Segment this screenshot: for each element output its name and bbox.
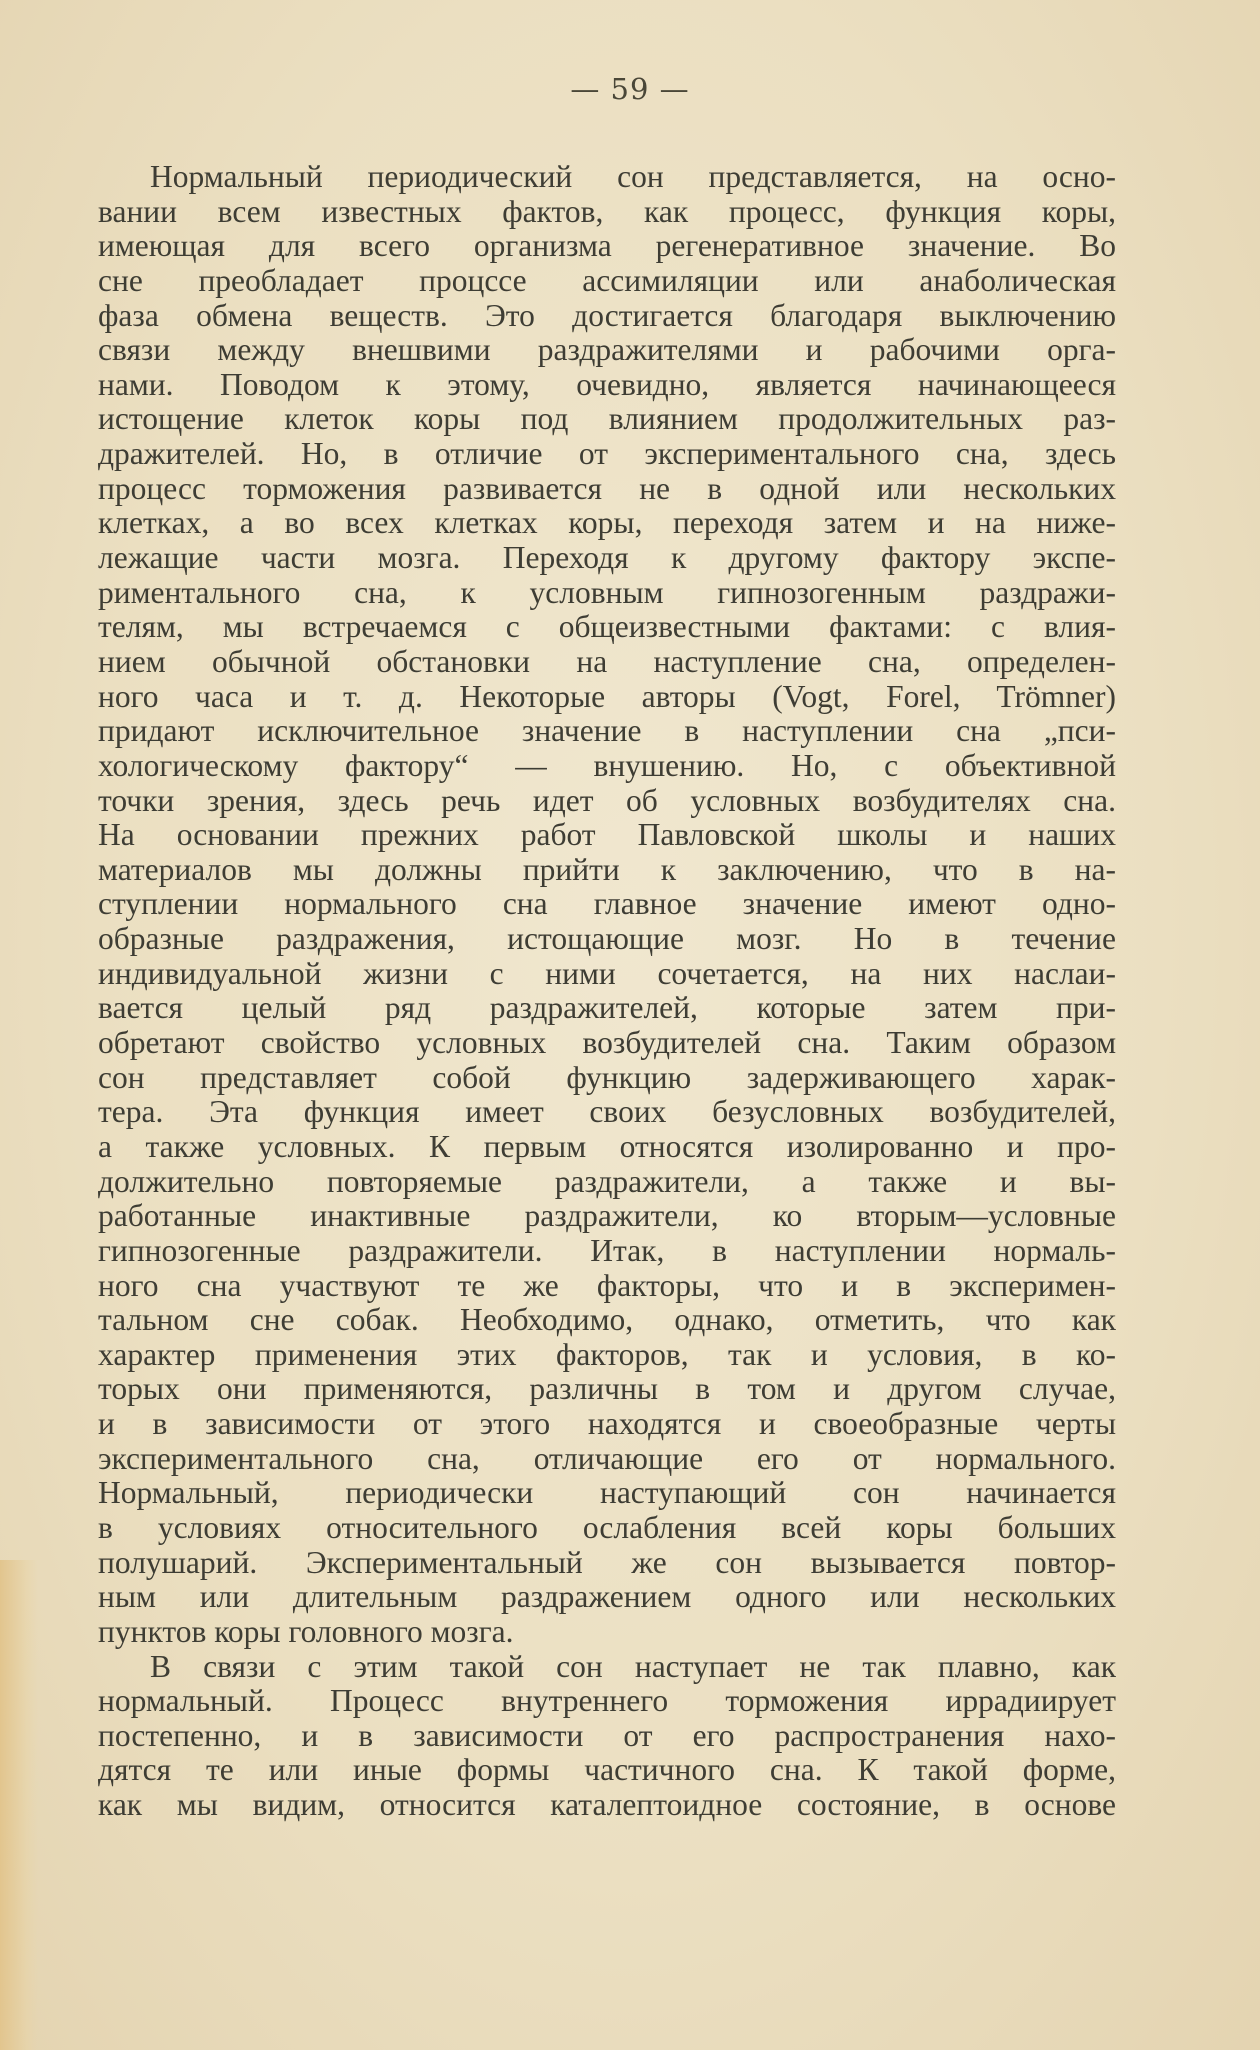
text-line: тальном сне собак. Необходимо, однако, отметить, что как (98, 1303, 1116, 1338)
text-line: нормальный. Процесс внутреннего торможения иррадиирует (98, 1684, 1116, 1719)
text-line: связи между внешвими раздражителями и рабочими орга- (98, 333, 1116, 368)
body-text (98, 160, 1116, 1823)
text-line: сне преобладает процссе ассимиляции или анаболическая (98, 263, 1116, 298)
text-line: экспериментального сна, отличающие его от нормального. (98, 1441, 1116, 1476)
text-line: точки зрения, здесь речь идет об условных возбудителях сна. (98, 783, 1116, 818)
text-line: хологическому фактору“ — внушению. Но, с объективной (98, 748, 1116, 783)
text-line: обретают свойство условных возбудителей сна. Таким образом (98, 1026, 1116, 1061)
text-line: телям, мы встречаемся с общеизвестными фактами: с влия- (98, 610, 1116, 645)
text-line: полушарий. Экспериментальный же сон вызывается повтор- (98, 1545, 1116, 1580)
text-line: ступлении нормального сна главное значение имеют одно- (98, 887, 1116, 922)
text-line: образные раздражения, истощающие мозг. Но в течение (98, 922, 1116, 957)
text-line: нами. Поводом к этому, очевидно, является начинающееся (98, 367, 1116, 402)
text-line: в условиях относительного ослабления всей коры больших (98, 1510, 1116, 1545)
text-line: придают исключительное значение в наступлении сна „пси- (98, 714, 1116, 749)
text-line: дятся те или иные формы частичного сна. К такой форме, (98, 1753, 1116, 1788)
text-line: имеющая для всего организма регенеративное значение. Во (98, 229, 1116, 264)
text-line: истощение клеток коры под влиянием продолжительных раз- (98, 402, 1116, 437)
page-number: — 59 — (570, 72, 690, 106)
text-line: В связи с этим такой сон наступает не так плавно, как (150, 1649, 1116, 1684)
text-line: характер применения этих факторов, так и условия, в ко- (98, 1337, 1116, 1372)
text-line: Нормальный периодический сон представляется, на осно- (150, 160, 1116, 194)
text-line: и в зависимости от этого находятся и своеобразные черты (98, 1407, 1116, 1442)
text-line: материалов мы должны прийти к заключению, что в на- (98, 852, 1116, 887)
text-line: индивидуальной жизни с ними сочетается, на них наслаи- (98, 956, 1116, 991)
text-line: гипнозогенные раздражители. Итак, в наступлении нормаль- (98, 1233, 1116, 1268)
text-line: как мы видим, относится каталептоидное состояние, в основе (98, 1788, 1116, 1823)
text-line: ного сна участвуют те же факторы, что и в эксперимен- (98, 1268, 1116, 1303)
text-line: вании всем известных фактов, как процесс, функция коры, (98, 194, 1116, 229)
text-line: дражителей. Но, в отличие от экспериментального сна, здесь (98, 437, 1116, 472)
text-line: лежащие части мозга. Переходя к другому фактору экспе- (98, 541, 1116, 576)
text-line: процесс торможения развивается не в одной или нескольких (98, 471, 1116, 506)
text-line: работанные инактивные раздражители, ко вторым—условные (98, 1199, 1116, 1234)
text-line: пунктов коры головного мозга. (98, 1614, 514, 1649)
text-line: На основании прежних работ Павловской школы и наших (98, 818, 1116, 853)
text-line: сон представляет собой функцию задерживающего харак- (98, 1060, 1116, 1095)
text-line: фаза обмена веществ. Это достигается благодаря выключению (98, 298, 1116, 333)
text-line: а также условных. К первым относятся изолированно и про- (98, 1129, 1116, 1164)
text-line: Нормальный, периодически наступающий сон начинается (98, 1476, 1116, 1511)
text-line: торых они применяются, различны в том и другом случае, (98, 1372, 1116, 1407)
text-line: ного часа и т. д. Некоторые авторы (Vogt, Forel, Trömner) (98, 679, 1116, 714)
text-line: вается целый ряд раздражителей, которые затем при- (98, 991, 1116, 1026)
text-line: постепенно, и в зависимости от его распространения нахо- (98, 1718, 1116, 1753)
text-line: риментального сна, к условным гипнозогенным раздражи- (98, 575, 1116, 610)
text-line: тера. Эта функция имеет своих безусловных возбудителей, (98, 1095, 1116, 1130)
paper-stain (0, 1560, 38, 2050)
text-line: нием обычной обстановки на наступление сна, определен- (98, 644, 1116, 679)
text-line: ным или длительным раздражением одного или нескольких (98, 1580, 1116, 1615)
text-line: клетках, а во всех клетках коры, переходя затем и на ниже- (98, 506, 1116, 541)
text-line: должительно повторяемые раздражители, а также и вы- (98, 1164, 1116, 1199)
